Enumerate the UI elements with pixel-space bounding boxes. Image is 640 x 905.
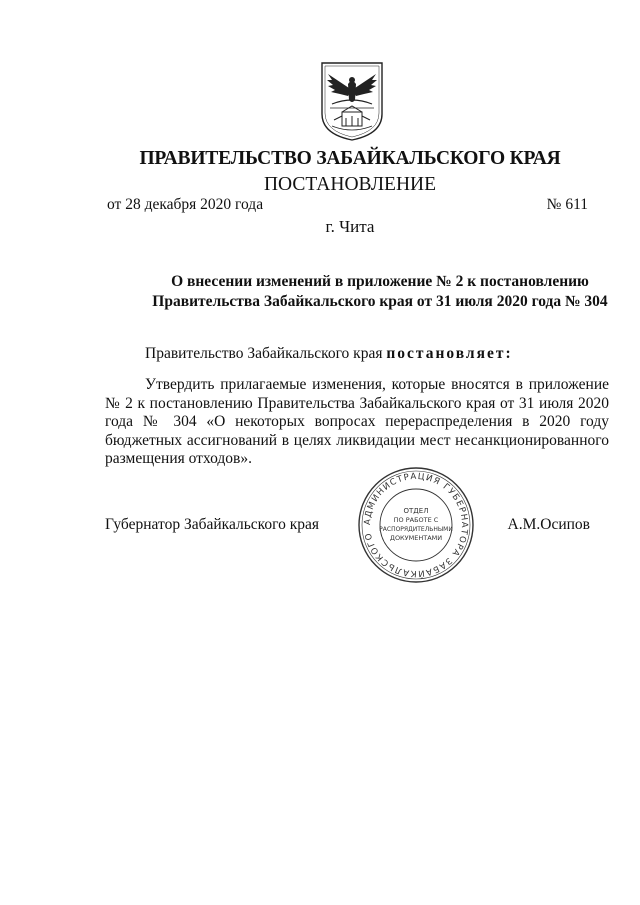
decree-prefix: Правительство Забайкальского края	[145, 345, 387, 362]
stamp-center-line-2: ПО РАБОТЕ С	[393, 516, 439, 524]
body-paragraph: Утвердить прилагаемые изменения, которые вносятся в приложение № 2 к постановлению Правительства Забайкальского края от 31 июля 2020 года № 304 «О некоторых вопросах перераспределения в 2020 году бюджетных ассигнований в целях ликвидации мест несанкционированного размещения отходов».	[105, 376, 609, 467]
stamp-center-line-4: ДОКУМЕНТАМИ	[389, 534, 443, 542]
stamp-center-line-3: РАСПОРЯДИТЕЛЬНЫМИ	[379, 526, 453, 533]
official-stamp	[357, 466, 475, 584]
decree-verb: постановляет:	[386, 345, 513, 362]
organization-title: ПРАВИТЕЛЬСТВО ЗАБАЙКАЛЬСКОГО КРАЯ	[139, 148, 561, 169]
document-number: № 611	[546, 196, 588, 213]
document-city: г. Чита	[325, 217, 375, 236]
document-type: ПОСТАНОВЛЕНИЕ	[263, 174, 437, 195]
document-date: от 28 декабря 2020 года	[107, 196, 264, 213]
stamp-center-line-1: ОТДЕЛ	[403, 507, 429, 515]
signer-name: А.М.Осипов	[507, 516, 590, 533]
stamp-ring-text: АДМИНИСТРАЦИЯ ГУБЕРНАТОРА ЗАБАЙКАЛЬСКОГО	[362, 471, 470, 579]
signer-title: Губернатор Забайкальского края	[105, 516, 320, 533]
coat-of-arms-icon	[318, 60, 386, 142]
decree-statement	[145, 345, 513, 363]
subject-line-2: Правительства Забайкальского края от 31 июля 2020 года № 304	[152, 293, 608, 310]
subject-line-1: О внесении изменений в приложение № 2 к постановлению	[171, 273, 589, 290]
stamp-seal-icon	[357, 466, 475, 584]
coat-of-arms-emblem	[318, 60, 386, 142]
document-subject	[100, 272, 640, 312]
